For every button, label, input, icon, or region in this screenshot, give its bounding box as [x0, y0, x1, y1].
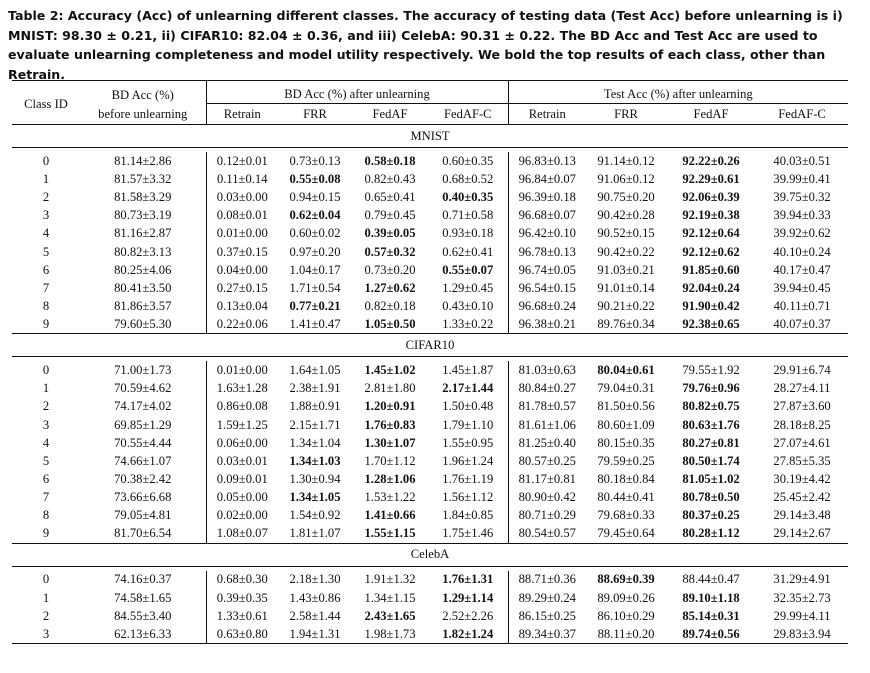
test-after-cell: 90.42±0.22: [597, 244, 655, 259]
bd-before-cell: 74.17±4.02: [114, 399, 172, 414]
bd-after-cell: 1.63±1.28: [206, 380, 278, 398]
bd-after-cell: 1.82±1.24: [428, 625, 508, 643]
bd-after-cell: 1.45±1.02: [364, 362, 416, 377]
test-after-cell: 90.75±0.20: [597, 189, 655, 204]
test-after-cell: 81.61±1.06: [508, 416, 586, 434]
section-title: MNIST: [12, 125, 848, 148]
table-row: [12, 589, 848, 607]
table-row: [12, 316, 848, 334]
test-after-cell: 32.35±2.73: [773, 590, 831, 605]
bd-after-cell: 0.55±0.08: [289, 171, 341, 186]
test-after-cell: 79.76±0.96: [682, 381, 740, 396]
test-after-cell: 91.06±0.12: [597, 171, 655, 186]
bd-after-cell: 0.97±0.20: [289, 244, 341, 259]
test-after-cell: 80.28±1.12: [682, 526, 740, 541]
test-after-cell: 85.14±0.31: [682, 608, 740, 623]
bd-after-cell: 0.06±0.00: [206, 434, 278, 452]
bd-after-cell: 1.29±0.45: [442, 280, 494, 295]
bd-after-cell: 0.03±0.00: [206, 188, 278, 206]
bd-before-cell: 73.66±6.68: [114, 490, 172, 505]
test-after-cell: 92.29±0.61: [682, 171, 740, 186]
section-title: CelebA: [12, 543, 848, 566]
bd-after-cell: 1.81±1.07: [289, 526, 341, 541]
test-after-cell: 80.57±0.25: [508, 452, 586, 470]
bd-after-cell: 1.84±0.85: [442, 508, 494, 523]
bd-method-retrain: Retrain: [206, 105, 278, 125]
bd-after-cell: 1.71±0.54: [289, 280, 341, 295]
table-row: [12, 361, 848, 379]
results-body: [12, 125, 848, 644]
bd-after-cell: 1.75±1.46: [442, 526, 494, 541]
header-row-2: [12, 105, 848, 125]
class-id-cell: 3: [42, 417, 50, 432]
table-row: [12, 398, 848, 416]
test-after-cell: 27.07±4.61: [773, 435, 831, 450]
test-after-cell: 92.12±0.62: [682, 244, 740, 259]
test-after-cell: 88.11±0.20: [586, 625, 666, 643]
bd-before-cell: 80.25±4.06: [114, 262, 172, 277]
test-after-cell: 89.29±0.24: [508, 589, 586, 607]
test-after-cell: 39.94±0.45: [773, 280, 831, 295]
class-id-cell: 3: [42, 208, 50, 223]
test-after-cell: 40.17±0.47: [773, 262, 831, 277]
bd-after-cell: 1.20±0.91: [364, 399, 416, 414]
test-after-cell: 80.44±0.41: [597, 490, 655, 505]
bd-after-cell: 0.39±0.35: [206, 589, 278, 607]
class-id-cell: 6: [42, 262, 50, 277]
bd-after-cell: 0.73±0.13: [289, 153, 341, 168]
bd-before-header-line1: BD Acc (%): [80, 81, 206, 106]
test-after-cell: 39.92±0.62: [773, 226, 831, 241]
table-row: [12, 507, 848, 525]
test-after-cell: 88.44±0.47: [682, 572, 740, 587]
bd-after-cell: 1.30±1.07: [364, 435, 416, 450]
bd-after-cell: 2.18±1.30: [289, 572, 341, 587]
test-after-cell: 79.55±1.92: [682, 362, 740, 377]
test-after-cell: 89.10±1.18: [682, 590, 740, 605]
bd-after-cell: 1.76±1.19: [442, 472, 494, 487]
test-after-cell: 25.45±2.42: [773, 490, 831, 505]
bd-after-cell: 0.94±0.15: [289, 189, 341, 204]
table-row: [12, 434, 848, 452]
bd-after-cell: 0.03±0.01: [206, 452, 278, 470]
test-after-cell: 80.54±0.57: [508, 525, 586, 543]
bd-after-cell: 2.52±2.26: [442, 608, 494, 623]
test-after-cell: 96.39±0.18: [508, 188, 586, 206]
test-after-cell: 96.38±0.21: [508, 316, 586, 334]
test-after-cell: 89.74±0.56: [666, 625, 756, 643]
bd-after-cell: 0.77±0.21: [289, 299, 341, 314]
test-after-cell: 88.69±0.39: [597, 572, 655, 587]
bd-after-cell: 1.41±0.47: [289, 317, 341, 332]
bd-after-cell: 1.27±0.62: [364, 280, 416, 295]
test-after-cell: 89.09±0.26: [597, 590, 655, 605]
test-after-cell: 86.10±0.29: [597, 608, 655, 623]
bd-after-cell: 0.86±0.08: [206, 398, 278, 416]
class-id-cell: 5: [42, 453, 50, 468]
bd-before-cell: 70.55±4.44: [114, 435, 172, 450]
class-id-cell: 9: [42, 526, 50, 541]
bd-after-cell: 1.34±1.03: [289, 453, 341, 468]
bd-after-cell: 1.55±1.15: [364, 526, 416, 541]
class-id-cell: 1: [42, 590, 50, 605]
bd-after-cell: 1.34±1.04: [289, 435, 341, 450]
bd-after-cell: 0.12±0.01: [206, 152, 278, 170]
test-after-cell: 29.91±6.74: [773, 362, 831, 377]
test-after-cell: 29.99±4.11: [773, 608, 831, 623]
class-id-cell: 2: [42, 189, 50, 204]
test-after-cell: 29.14±3.48: [773, 508, 831, 523]
table-row: [12, 471, 848, 489]
bd-after-cell: 0.55±0.07: [442, 262, 494, 277]
test-after-header-text: Test Acc (%) after unlearning: [509, 87, 849, 104]
test-after-cell: 80.04±0.61: [597, 362, 655, 377]
test-after-cell: 86.15±0.25: [508, 607, 586, 625]
bd-after-cell: 1.70±1.12: [364, 453, 416, 468]
bd-after-cell: 0.43±0.10: [442, 299, 494, 314]
results-table: [12, 80, 848, 644]
bd-after-cell: 1.76±1.31: [442, 572, 494, 587]
bd-after-cell: 0.73±0.20: [364, 262, 416, 277]
test-after-cell: 79.59±0.25: [597, 453, 655, 468]
table-row: [12, 207, 848, 225]
bd-before-cell: 81.70±6.54: [114, 526, 172, 541]
bd-after-cell: 1.53±1.22: [364, 490, 416, 505]
bd-after-cell: 1.55±0.95: [442, 435, 494, 450]
bd-before-cell: 81.14±2.86: [114, 153, 172, 168]
test-after-cell: 29.83±3.94: [756, 625, 848, 643]
test-method-fedaf-c: FedAF-C: [778, 107, 826, 121]
class-id-cell: 7: [42, 280, 50, 295]
bd-before-cell: 74.16±0.37: [114, 572, 172, 587]
bd-after-cell: 0.27±0.15: [206, 279, 278, 297]
test-after-cell: 80.78±0.50: [682, 490, 740, 505]
test-after-cell: 27.85±5.35: [773, 453, 831, 468]
table-row: [12, 489, 848, 507]
test-after-cell: 91.01±0.14: [597, 280, 655, 295]
test-after-cell: 81.17±0.81: [508, 471, 586, 489]
test-after-cell: 80.60±1.09: [597, 417, 655, 432]
bd-after-cell: 2.58±1.44: [289, 608, 341, 623]
bd-before-cell: 79.60±5.30: [114, 317, 172, 332]
bd-after-cell: 0.01±0.00: [206, 361, 278, 379]
bd-method-frr: FRR: [303, 107, 327, 121]
class-id-cell: 0: [42, 572, 50, 587]
test-after-cell: 92.19±0.38: [682, 208, 740, 223]
test-after-cell: 81.50±0.56: [597, 399, 655, 414]
bd-before-cell: 81.86±3.57: [114, 299, 172, 314]
bd-after-cell: 0.82±0.18: [364, 299, 416, 314]
bd-after-cell: 0.68±0.52: [442, 171, 494, 186]
bd-after-cell: 1.04±0.17: [289, 262, 341, 277]
test-method-frr: FRR: [614, 107, 638, 121]
bd-after-cell: 1.94±1.31: [278, 625, 352, 643]
bd-after-cell: 1.88±0.91: [289, 399, 341, 414]
bd-after-cell: 0.39±0.05: [364, 226, 416, 241]
class-id-cell: 1: [42, 171, 50, 186]
test-after-cell: 89.76±0.34: [597, 317, 655, 332]
bd-after-cell: 1.05±0.50: [364, 317, 416, 332]
bd-after-cell: 1.54±0.92: [289, 508, 341, 523]
bd-after-cell: 1.91±1.32: [364, 572, 416, 587]
section-header-row: [12, 125, 848, 148]
test-after-cell: 90.52±0.15: [597, 226, 655, 241]
test-after-cell: 90.21±0.22: [597, 299, 655, 314]
bd-after-cell: 1.34±1.15: [364, 590, 416, 605]
test-after-cell: 31.29±4.91: [773, 572, 831, 587]
bd-after-cell: 1.59±1.25: [206, 416, 278, 434]
class-id-cell: 0: [42, 362, 50, 377]
test-after-cell: 96.68±0.07: [508, 207, 586, 225]
bd-after-cell: 1.34±1.05: [289, 490, 341, 505]
test-method-retrain: Retrain: [508, 105, 586, 125]
bd-after-cell: 0.68±0.30: [206, 571, 278, 589]
class-id-header: Class ID: [12, 81, 80, 125]
class-id-cell: 6: [42, 472, 50, 487]
class-id-cell: 9: [42, 317, 50, 332]
test-after-cell: 79.45±0.64: [597, 526, 655, 541]
test-after-cell: 88.71±0.36: [508, 571, 586, 589]
bd-after-cell: 0.62±0.41: [442, 244, 494, 259]
table-row: [12, 298, 848, 316]
bd-before-cell: 69.85±1.29: [114, 417, 172, 432]
bd-before-cell: 80.73±3.19: [114, 208, 172, 223]
class-id-cell: 0: [42, 153, 50, 168]
bd-before-cell: 62.13±6.33: [80, 625, 206, 643]
test-after-header: [508, 81, 848, 106]
test-after-cell: 92.22±0.26: [682, 153, 740, 168]
table-row: [12, 261, 848, 279]
table-row: [12, 571, 848, 589]
test-after-cell: 92.06±0.39: [682, 189, 740, 204]
test-after-cell: 81.25±0.40: [508, 434, 586, 452]
test-after-cell: 80.37±0.25: [682, 508, 740, 523]
bd-after-header: [206, 81, 508, 106]
table-row: [12, 416, 848, 434]
bd-after-cell: 2.81±1.80: [364, 381, 416, 396]
bd-method-fedaf-c: FedAF-C: [443, 107, 492, 121]
test-after-cell: 89.34±0.37: [508, 625, 586, 643]
bd-after-cell: 1.29±1.14: [442, 590, 494, 605]
bd-before-cell: 81.58±3.29: [114, 189, 172, 204]
test-after-cell: 80.71±0.29: [508, 507, 586, 525]
test-after-cell: 28.18±8.25: [773, 417, 831, 432]
bd-before-cell: 70.59±4.62: [114, 381, 172, 396]
test-after-cell: 80.90±0.42: [508, 489, 586, 507]
bd-after-cell: 1.33±0.61: [206, 607, 278, 625]
bd-after-cell: 1.30±0.94: [289, 472, 341, 487]
test-after-cell: 80.15±0.35: [597, 435, 655, 450]
section-header-row: [12, 334, 848, 357]
bd-after-cell: 0.11±0.14: [206, 170, 278, 188]
bd-after-cell: 0.58±0.18: [364, 153, 416, 168]
bd-after-cell: 1.98±1.73: [352, 625, 428, 643]
bd-after-cell: 0.01±0.00: [206, 225, 278, 243]
test-after-cell: 96.83±0.13: [508, 152, 586, 170]
test-after-cell: 96.68±0.24: [508, 298, 586, 316]
bd-after-cell: 1.08±0.07: [206, 525, 278, 543]
test-after-cell: 29.14±2.67: [773, 526, 831, 541]
test-after-cell: 80.82±0.75: [682, 399, 740, 414]
test-after-cell: 90.42±0.28: [597, 208, 655, 223]
table-row: [12, 279, 848, 297]
test-after-cell: 91.90±0.42: [682, 299, 740, 314]
bd-before-cell: 70.38±2.42: [114, 472, 172, 487]
bd-after-cell: 0.22±0.06: [206, 316, 278, 334]
test-after-cell: 96.84±0.07: [508, 170, 586, 188]
bd-after-cell: 1.28±1.06: [364, 472, 416, 487]
bd-after-cell: 0.08±0.01: [206, 207, 278, 225]
bd-after-cell: 0.93±0.18: [442, 226, 494, 241]
test-after-cell: 30.19±4.42: [773, 472, 831, 487]
bd-after-cell: 2.43±1.65: [364, 608, 416, 623]
table-row: [12, 380, 848, 398]
bd-after-cell: 1.43±0.86: [289, 590, 341, 605]
bd-before-cell: 74.58±1.65: [114, 590, 172, 605]
table-row: [12, 525, 848, 543]
bd-before-cell: 80.82±3.13: [114, 244, 172, 259]
bd-after-cell: 0.57±0.32: [364, 244, 416, 259]
section-header-row: [12, 543, 848, 566]
class-id-cell: 2: [42, 608, 50, 623]
test-after-cell: 96.54±0.15: [508, 279, 586, 297]
test-method-fedaf: FedAF: [693, 107, 729, 121]
test-after-cell: 96.42±0.10: [508, 225, 586, 243]
bd-after-cell: 0.04±0.00: [206, 261, 278, 279]
bd-after-cell: 1.79±1.10: [442, 417, 494, 432]
test-after-cell: 96.78±0.13: [508, 243, 586, 261]
test-after-cell: 96.74±0.05: [508, 261, 586, 279]
bd-after-cell: 0.71±0.58: [442, 208, 494, 223]
bd-after-cell: 0.60±0.35: [442, 153, 494, 168]
bd-before-cell: 81.16±2.87: [114, 226, 172, 241]
bd-after-cell: 0.37±0.15: [206, 243, 278, 261]
test-after-cell: 80.50±1.74: [682, 453, 740, 468]
bd-after-cell: 2.15±1.71: [289, 417, 341, 432]
class-id-cell: 1: [42, 381, 50, 396]
bd-before-cell: 80.41±3.50: [114, 280, 172, 295]
table-row: [12, 225, 848, 243]
test-after-cell: 91.03±0.21: [597, 262, 655, 277]
bd-after-cell: 1.41±0.66: [364, 508, 416, 523]
bd-after-cell: 0.60±0.02: [289, 226, 341, 241]
test-after-cell: 91.85±0.60: [682, 262, 740, 277]
bd-before-cell: 81.57±3.32: [114, 171, 172, 186]
bd-before-cell: 79.05±4.81: [114, 508, 172, 523]
test-after-cell: 39.94±0.33: [773, 208, 831, 223]
test-after-cell: 92.04±0.24: [682, 280, 740, 295]
class-id-cell: 2: [42, 399, 50, 414]
table-row: [12, 170, 848, 188]
bd-after-cell: 2.17±1.44: [442, 381, 494, 396]
bd-after-cell: 0.65±0.41: [364, 189, 416, 204]
bd-before-cell: 71.00±1.73: [114, 362, 172, 377]
bd-after-cell: 1.76±0.83: [364, 417, 416, 432]
table-caption: Table 2: Accuracy (Acc) of unlearning different classes. The accuracy of testing data (Test Acc) before unlearning is i) MNIST: 98.30 ± 0.21, ii) CIFAR10: 82.04 ± 0.36, and iii) CelebA: 90.31 ± 0.22. The BD Acc and Test Acc are used to evaluate unlearning completeness and model utility respectively. We bold the top results of each class, other than Retrain.: [8, 8, 843, 82]
table-row: [12, 452, 848, 470]
bd-after-cell: 0.13±0.04: [206, 298, 278, 316]
bd-after-cell: 0.82±0.43: [364, 171, 416, 186]
bd-after-cell: 0.05±0.00: [206, 489, 278, 507]
bd-after-cell: 0.09±0.01: [206, 471, 278, 489]
class-id-cell: 8: [42, 299, 50, 314]
test-after-cell: 80.63±1.76: [682, 417, 740, 432]
test-after-cell: 92.12±0.64: [682, 226, 740, 241]
bd-after-cell: 0.79±0.45: [364, 208, 416, 223]
table-row: [12, 243, 848, 261]
test-after-cell: 40.03±0.51: [773, 153, 831, 168]
test-after-cell: 40.11±0.71: [773, 299, 831, 314]
class-id-cell: 3: [12, 625, 80, 643]
test-after-cell: 40.10±0.24: [773, 244, 831, 259]
test-after-cell: 27.87±3.60: [773, 399, 831, 414]
header-row-1: [12, 81, 848, 106]
test-after-cell: 80.84±0.27: [508, 380, 586, 398]
table-row: [12, 607, 848, 625]
results-table-container: [12, 80, 848, 644]
table-row: [12, 152, 848, 170]
section-title: CIFAR10: [12, 334, 848, 357]
bd-after-cell: 1.96±1.24: [442, 453, 494, 468]
bd-after-cell: 0.40±0.35: [442, 189, 494, 204]
class-id-cell: 4: [42, 435, 50, 450]
bd-after-cell: 0.02±0.00: [206, 507, 278, 525]
table-row: [12, 188, 848, 206]
test-after-cell: 81.05±1.02: [682, 472, 740, 487]
bd-before-cell: 84.55±3.40: [114, 608, 172, 623]
test-after-cell: 80.27±0.81: [682, 435, 740, 450]
bd-after-cell: 1.50±0.48: [442, 399, 494, 414]
bd-before-cell: 74.66±1.07: [114, 453, 172, 468]
test-after-cell: 91.14±0.12: [597, 153, 655, 168]
test-after-cell: 80.18±0.84: [597, 472, 655, 487]
bd-after-cell: 0.63±0.80: [206, 625, 278, 643]
bd-after-cell: 2.38±1.91: [289, 381, 341, 396]
class-id-cell: 7: [42, 490, 50, 505]
bd-after-cell: 1.56±1.12: [442, 490, 494, 505]
bd-before-header-line2: before unlearning: [98, 107, 188, 121]
test-after-cell: 28.27±4.11: [773, 381, 831, 396]
test-after-cell: 39.99±0.41: [773, 171, 831, 186]
test-after-cell: 92.38±0.65: [682, 317, 740, 332]
class-id-cell: 4: [42, 226, 50, 241]
bd-after-cell: 1.64±1.05: [289, 362, 341, 377]
test-after-cell: 39.75±0.32: [773, 189, 831, 204]
test-after-cell: 79.04±0.31: [597, 381, 655, 396]
class-id-cell: 8: [42, 508, 50, 523]
test-after-cell: 79.68±0.33: [597, 508, 655, 523]
bd-after-cell: 0.62±0.04: [289, 208, 341, 223]
bd-after-header-text: BD Acc (%) after unlearning: [207, 87, 508, 104]
test-after-cell: 81.78±0.57: [508, 398, 586, 416]
bd-method-fedaf: FedAF: [372, 107, 408, 121]
class-id-cell: 5: [42, 244, 50, 259]
bd-after-cell: 1.33±0.22: [442, 317, 494, 332]
test-after-cell: 40.07±0.37: [773, 317, 831, 332]
bd-after-cell: 1.45±1.87: [442, 362, 494, 377]
table-row: [12, 625, 848, 643]
test-after-cell: 81.03±0.63: [508, 361, 586, 379]
